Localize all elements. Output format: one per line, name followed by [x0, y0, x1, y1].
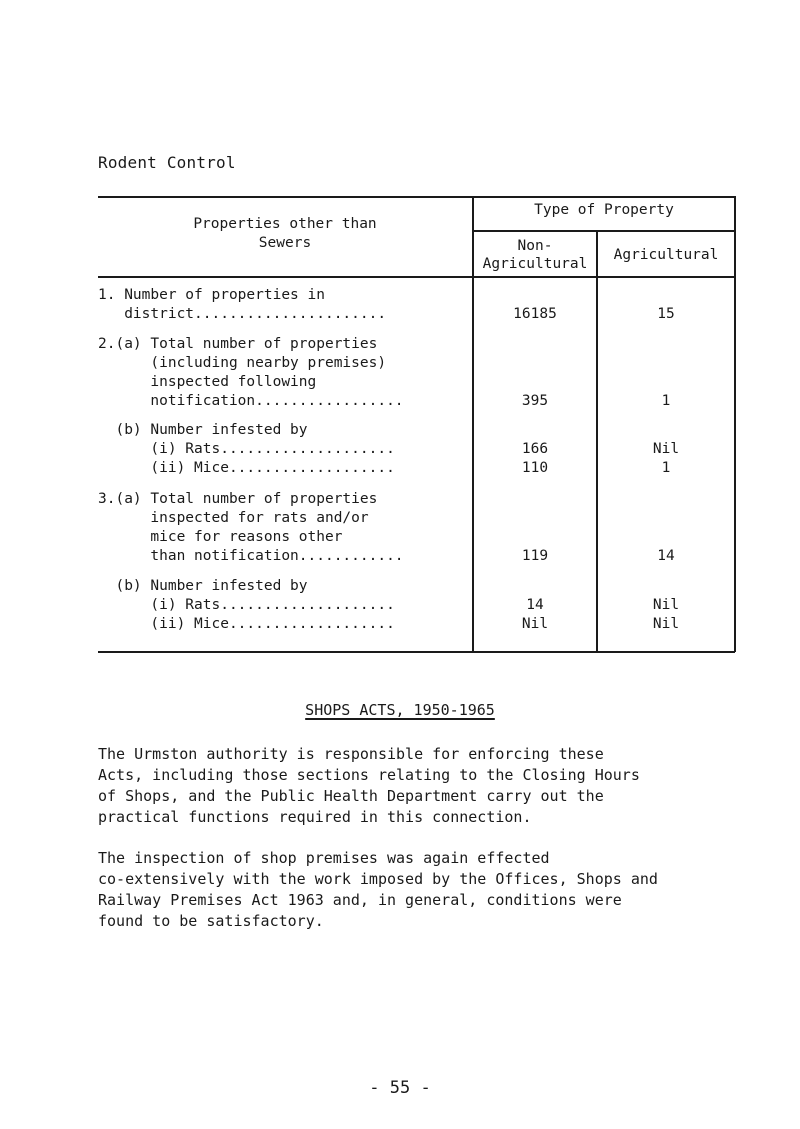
- paragraph-1-line-2: Acts, including those sections relating to the Closing Hours: [98, 766, 640, 784]
- row3b-mice-label: (ii) Mice...................: [98, 616, 395, 632]
- row2b-rats-non-agricultural: 166: [521, 441, 549, 457]
- row2b-mice-non-agricultural: 110: [521, 460, 549, 476]
- header-left-line-2: Sewers: [258, 235, 312, 251]
- row2a-label-line1: 2.(a) Total number of properties: [98, 336, 378, 352]
- row3b-mice-non-agricultural: Nil: [521, 616, 549, 632]
- paragraph-2-line-2: co-extensively with the work imposed by the Offices, Shops and: [98, 870, 658, 888]
- row3b-rats-agricultural: Nil: [652, 597, 680, 613]
- row2b-label-line1: (b) Number infested by: [98, 422, 308, 438]
- row3b-mice-agricultural: Nil: [652, 616, 680, 632]
- row2b-rats-agricultural: Nil: [652, 441, 680, 457]
- row3b-label-line1: (b) Number infested by: [98, 578, 308, 594]
- row1-non-agricultural: 16185: [513, 306, 557, 322]
- shops-acts-heading: SHOPS ACTS, 1950-1965: [305, 701, 495, 719]
- header-group-divider: [472, 230, 735, 232]
- row2a-agricultural: 1: [661, 393, 671, 409]
- table-right-border: [734, 196, 736, 652]
- row1-agricultural: 15: [657, 306, 675, 322]
- header-bottom-border: [98, 276, 735, 278]
- paragraph-2-line-3: Railway Premises Act 1963 and, in general, conditions were: [98, 891, 622, 909]
- paragraph-2-line-4: found to be satisfactory.: [98, 912, 324, 930]
- row1-label-line1: 1. Number of properties in: [98, 287, 325, 303]
- header-non-agricultural-1: Non-: [517, 238, 553, 254]
- paragraph-1-line-3: of Shops, and the Public Health Department carry out the: [98, 787, 604, 805]
- header-non-agricultural-2: Agricultural: [482, 256, 588, 272]
- header-agricultural: Agricultural: [613, 247, 719, 263]
- table-bottom-border: [98, 651, 735, 653]
- section-title: Rodent Control: [98, 153, 236, 172]
- header-type-of-property: Type of Property: [534, 202, 674, 218]
- paragraph-1-line-1: The Urmston authority is responsible for enforcing these: [98, 745, 604, 763]
- paragraph-2-line-1: The inspection of shop premises was again effected: [98, 849, 550, 867]
- row3a-agricultural: 14: [657, 548, 675, 564]
- row2a-label-line4: notification.................: [98, 393, 404, 409]
- paragraph-1-line-4: practical functions required in this connection.: [98, 808, 532, 826]
- row2b-mice-agricultural: 1: [661, 460, 671, 476]
- row3b-rats-non-agricultural: 14: [526, 597, 544, 613]
- row3a-non-agricultural: 119: [521, 548, 549, 564]
- row3a-label-line3: mice for reasons other: [98, 529, 343, 545]
- row2b-mice-label: (ii) Mice...................: [98, 460, 395, 476]
- table-top-border: [98, 196, 735, 198]
- row1-label-line2: district......................: [98, 306, 387, 322]
- page-number: - 55 -: [369, 1078, 431, 1098]
- row3b-label-line2: (i) Rats....................: [98, 597, 395, 613]
- header-left-line-1: Properties other than: [193, 216, 377, 232]
- row2a-non-agricultural: 395: [521, 393, 549, 409]
- row3a-label-line1: 3.(a) Total number of properties: [98, 491, 378, 507]
- row2a-label-line2: (including nearby premises): [98, 355, 387, 371]
- row2a-label-line3: inspected following: [98, 374, 317, 390]
- row3a-label-line4: than notification............: [98, 548, 404, 564]
- row3a-label-line2: inspected for rats and/or: [98, 510, 369, 526]
- row2b-label-line2: (i) Rats....................: [98, 441, 395, 457]
